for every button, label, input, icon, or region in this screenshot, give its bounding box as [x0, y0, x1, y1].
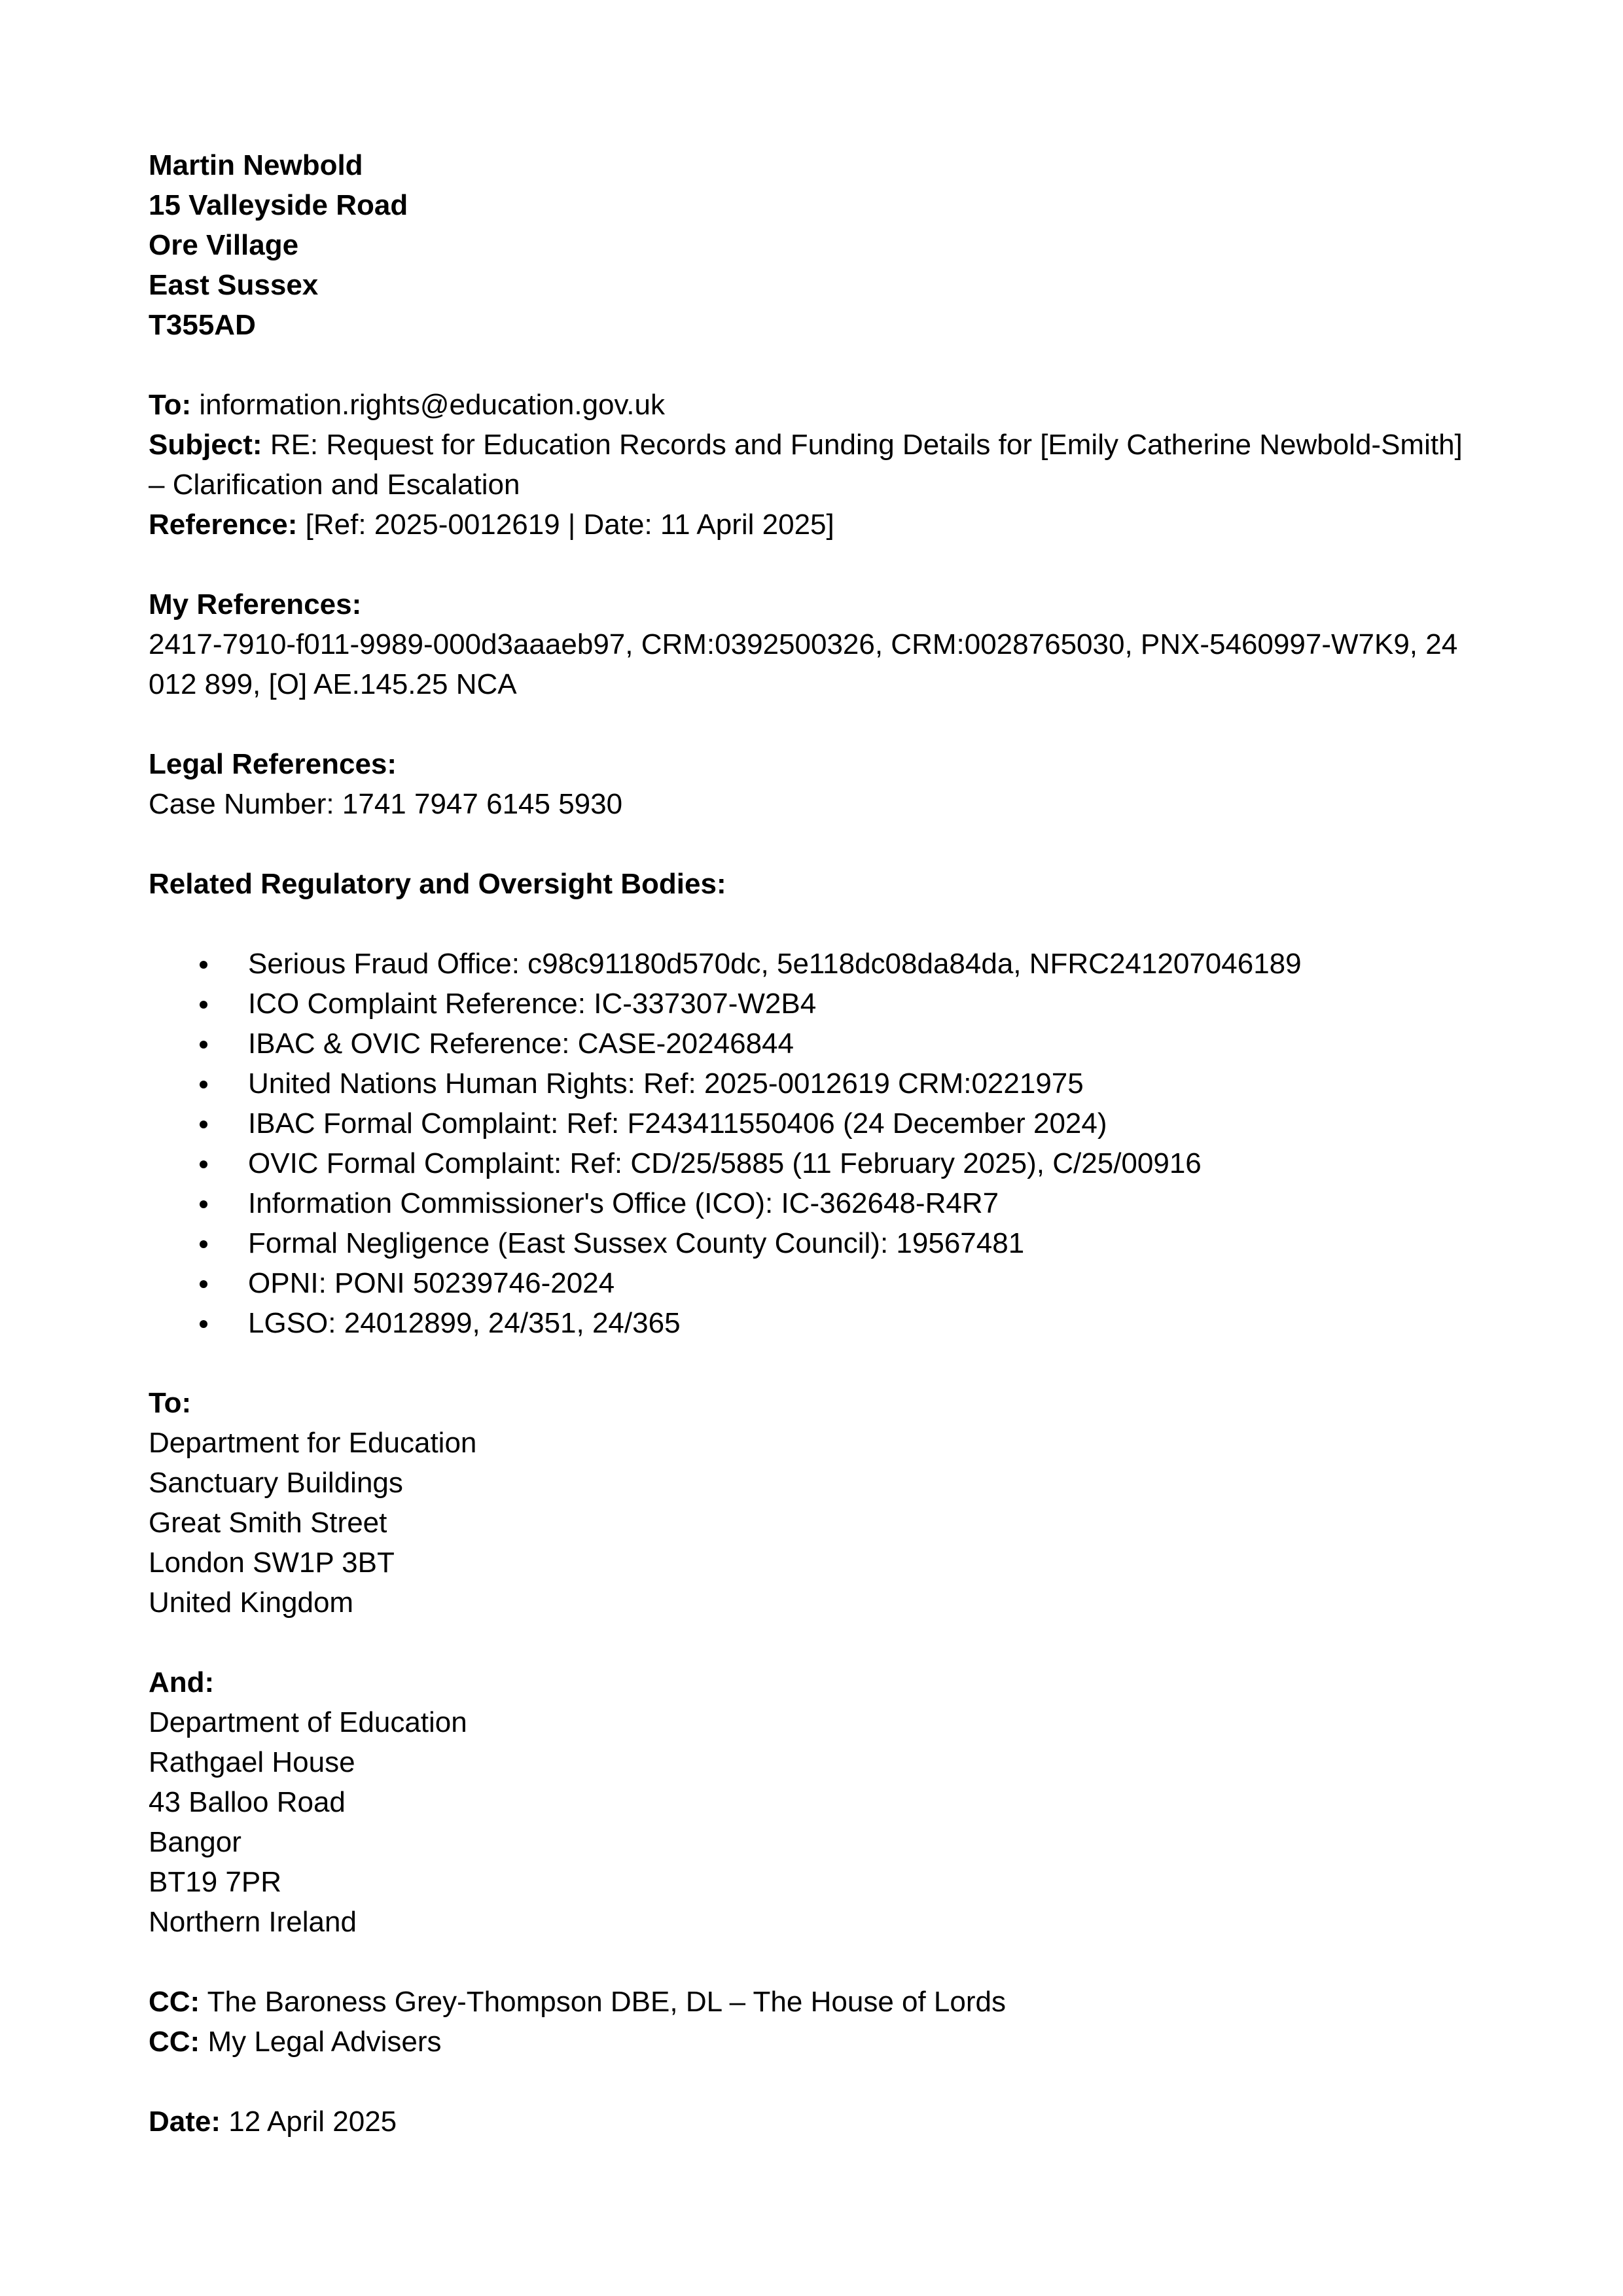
list-item: LGSO: 24012899, 24/351, 24/365: [149, 1303, 1484, 1343]
email-to-value: information.rights@education.gov.uk: [199, 389, 665, 421]
legal-references-value: Case Number: 1741 7947 6145 5930: [149, 788, 623, 820]
email-to-label: To:: [149, 389, 192, 421]
bullet-icon: [200, 1160, 207, 1168]
recipient-to-block: [149, 1383, 1484, 1623]
spacer: [149, 904, 1484, 944]
sender-address-line: 15 Valleyside Road: [149, 189, 408, 221]
cc-block: [149, 1982, 1484, 2062]
recipient-address-line: Sanctuary Buildings: [149, 1467, 403, 1499]
date-value: 12 April 2025: [228, 2106, 397, 2138]
spacer: [149, 824, 1484, 864]
bullet-icon: [200, 1320, 207, 1328]
cc-line: [149, 1982, 1484, 2022]
spacer: [149, 345, 1484, 385]
legal-references-section: [149, 744, 1484, 824]
list-item: ICO Complaint Reference: IC-337307-W2B4: [149, 984, 1484, 1024]
sender-name: Martin Newbold: [149, 149, 363, 181]
bullet-icon: [200, 1081, 207, 1088]
recipient-address-line: Bangor: [149, 1826, 241, 1858]
list-item: OPNI: PONI 50239746-2024: [149, 1263, 1484, 1303]
recipient-and-block: [149, 1662, 1484, 1942]
sender-address-line: T355AD: [149, 309, 256, 341]
bodies-heading: Related Regulatory and Oversight Bodies:: [149, 868, 726, 900]
subject-label: Subject:: [149, 429, 262, 461]
recipient-and-heading: And:: [149, 1666, 215, 1698]
recipient-address-line: London SW1P 3BT: [149, 1547, 395, 1579]
cc-value: The Baroness Grey-Thompson DBE, DL – The House of Lords: [207, 1986, 1006, 2018]
recipient-address-line: Rathgael House: [149, 1746, 355, 1778]
recipient-address-line: Department for Education: [149, 1427, 477, 1459]
spacer: [149, 2062, 1484, 2102]
list-item: IBAC Formal Complaint: Ref: F243411550406 (24 December 2024): [149, 1103, 1484, 1143]
date-label: Date:: [149, 2106, 221, 2138]
legal-references-heading: Legal References:: [149, 748, 397, 780]
list-item: Formal Negligence (East Sussex County Council): 19567481: [149, 1223, 1484, 1263]
bullet-icon: [200, 961, 207, 969]
bodies-list: [149, 944, 1484, 1343]
my-references-heading: My References:: [149, 588, 362, 620]
bullet-icon: [200, 1280, 207, 1288]
bullet-icon: [200, 1240, 207, 1248]
sender-address-line: East Sussex: [149, 269, 319, 301]
bodies-section: [149, 864, 1484, 1343]
recipient-address-line: Great Smith Street: [149, 1507, 387, 1539]
recipient-address-line: BT19 7PR: [149, 1866, 281, 1898]
recipient-address-line: United Kingdom: [149, 1587, 354, 1619]
list-item: Information Commissioner's Office (ICO): IC-362648-R4R7: [149, 1183, 1484, 1223]
recipient-address-line: Department of Education: [149, 1706, 467, 1738]
email-to-line: [149, 385, 1484, 425]
reference-line: [149, 505, 1484, 545]
letter-page: [149, 145, 1484, 2142]
cc-line: [149, 2022, 1484, 2062]
spacer: [149, 1623, 1484, 1662]
date-line: [149, 2102, 1484, 2142]
list-item: Serious Fraud Office: c98c91180d570dc, 5e118dc08da84da, NFRC241207046189: [149, 944, 1484, 984]
email-header: [149, 385, 1484, 545]
recipient-address-line: 43 Balloo Road: [149, 1786, 346, 1818]
cc-label: CC:: [149, 2026, 200, 2058]
cc-label: CC:: [149, 1986, 200, 2018]
list-item: IBAC & OVIC Reference: CASE-20246844: [149, 1024, 1484, 1064]
my-references-value: 2417-7910-f011-9989-000d3aaaeb97, CRM:0392500326, CRM:0028765030, PNX-5460997-W7K9, 24 012 899, [O] AE.145.25 NCA: [149, 628, 1458, 700]
bullet-icon: [200, 1001, 207, 1009]
sender-address-line: Ore Village: [149, 229, 299, 261]
spacer: [149, 545, 1484, 584]
subject-line: [149, 425, 1484, 505]
spacer: [149, 704, 1484, 744]
bullet-icon: [200, 1200, 207, 1208]
reference-value: [Ref: 2025-0012619 | Date: 11 April 2025]: [305, 509, 834, 541]
bullet-icon: [200, 1041, 207, 1049]
list-item: OVIC Formal Complaint: Ref: CD/25/5885 (11 February 2025), C/25/00916: [149, 1143, 1484, 1183]
sender-block: [149, 145, 1484, 345]
date-block: [149, 2102, 1484, 2142]
recipient-to-heading: To:: [149, 1387, 192, 1419]
list-item: United Nations Human Rights: Ref: 2025-0012619 CRM:0221975: [149, 1064, 1484, 1103]
my-references-section: [149, 584, 1484, 704]
cc-value: My Legal Advisers: [207, 2026, 442, 2058]
reference-label: Reference:: [149, 509, 298, 541]
spacer: [149, 1343, 1484, 1383]
subject-value: RE: Request for Education Records and Funding Details for [Emily Catherine Newbold-Smith] – Clarification and Escalation: [149, 429, 1463, 501]
bullet-icon: [200, 1121, 207, 1128]
spacer: [149, 1942, 1484, 1982]
recipient-address-line: Northern Ireland: [149, 1906, 357, 1938]
